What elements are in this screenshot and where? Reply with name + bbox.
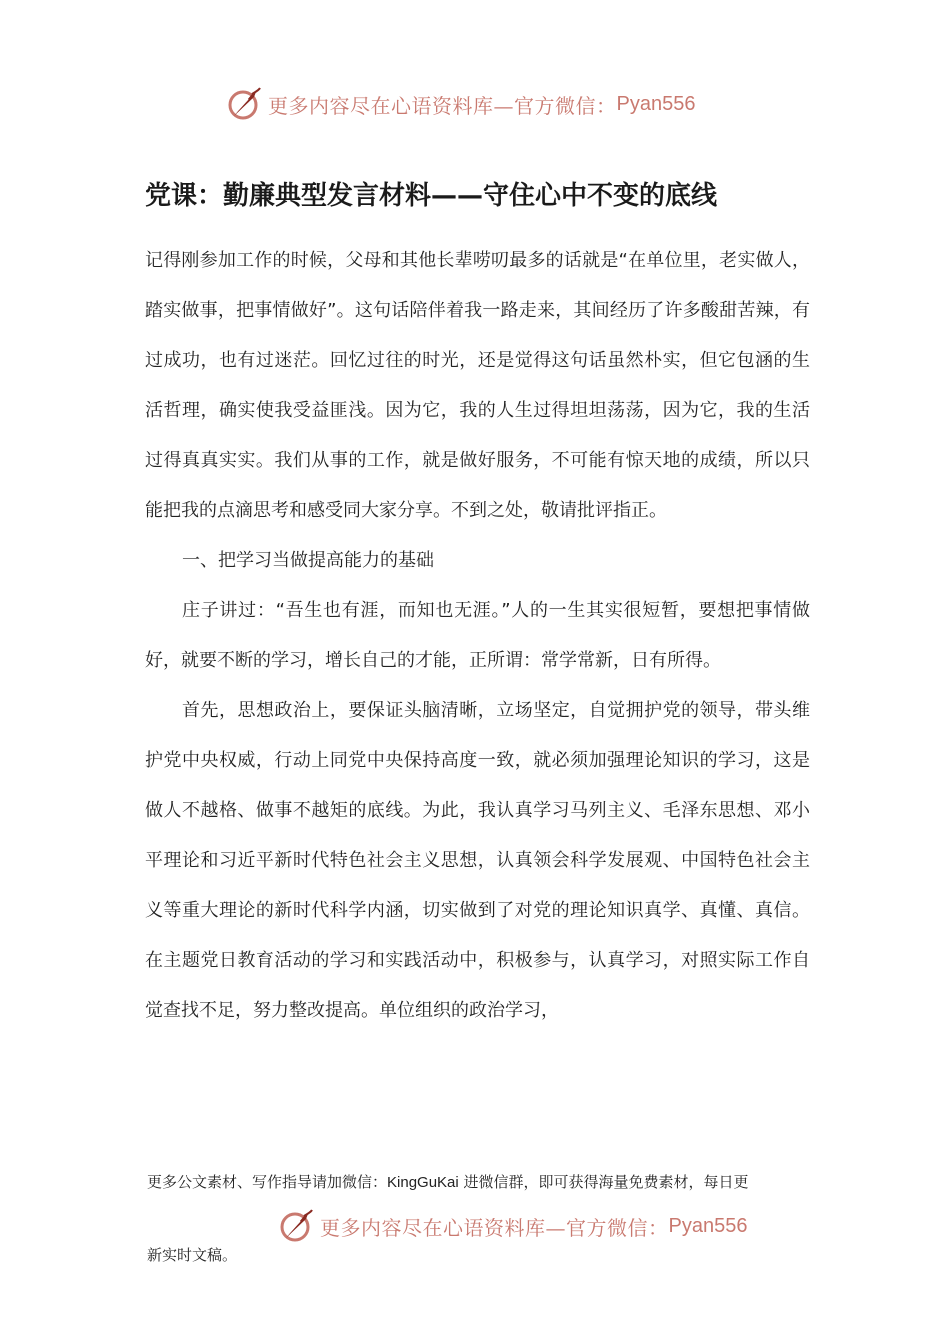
document-body [145, 236, 810, 1036]
paragraph-political-study: 首先，思想政治上，要保证头脑清晰，立场坚定，自觉拥护党的领导，带头维护党中央权威，行动上同党中央保持高度一致，就必须加强理论知识的学习，这是做人不越格、做事不越矩的底线。为此，我认真学习马列主义、毛泽东思想、邓小平理论和习近平新时代特色社会主义思想，认真领会科学发展观、中国特色社会主义等重大理论的新时代科学内涵，切实做到了对党的理论知识真学、真懂、真信。在主题党日教育活动的学习和实践活动中，积极参与，认真学习，对照实际工作自觉查找不足，努力整改提高。单位组织的政治学习， [145, 700, 810, 1021]
section-heading: 一、把学习当做提高能力的基础 [182, 550, 434, 571]
quill-logo-icon [278, 1208, 314, 1244]
footer-note-prefix: 更多公文素材、写作指导请加微信： [147, 1173, 388, 1191]
document-title: 党课：勤廉典型发言材料——守住心中不变的底线 [145, 181, 718, 211]
watermark-wechat-id: Pyan556 [668, 1214, 748, 1237]
watermark-text: 更多内容尽在心语资料库—官方微信： [320, 1215, 669, 1240]
watermark-text: 更多内容尽在心语资料库—官方微信： [268, 93, 617, 118]
paragraph-intro: 记得刚参加工作的时候，父母和其他长辈唠叨最多的话就是“在单位里，老实做人，踏实做事，把事情做好”。这句话陪伴着我一路走来，其间经历了许多酸甜苦辣，有过成功，也有过迷茫。回忆过往的时光，还是觉得这句话虽然朴实，但它包涵的生活哲理，确实使我受益匪浅。因为它，我的人生过得坦坦荡荡，因为它，我的生活过得真真实实。我们从事的工作，就是做好服务，不可能有惊天地的成绩，所以只能把我的点滴思考和感受同大家分享。不到之处，敬请批评指正。 [145, 250, 810, 521]
header-watermark [226, 86, 695, 122]
footer-watermark [278, 1208, 747, 1244]
paragraph-zhuangzi: 庄子讲过：“吾生也有涯，而知也无涯。”人的一生其实很短暂，要想把事情做好，就要不断的学习，增长自己的才能，正所谓：常学常新，日有所得。 [145, 600, 810, 671]
footer-note-continuation: 新实时文稿。 [147, 1246, 238, 1264]
watermark-wechat-id: Pyan556 [616, 92, 696, 115]
quill-logo-icon [226, 86, 262, 122]
footer-note-suffix: 进微信群，即可获得海量免费素材，每日更 [458, 1173, 749, 1191]
footer-note [147, 1170, 812, 1195]
footer-wechat-id: KingGuKai [387, 1174, 459, 1191]
